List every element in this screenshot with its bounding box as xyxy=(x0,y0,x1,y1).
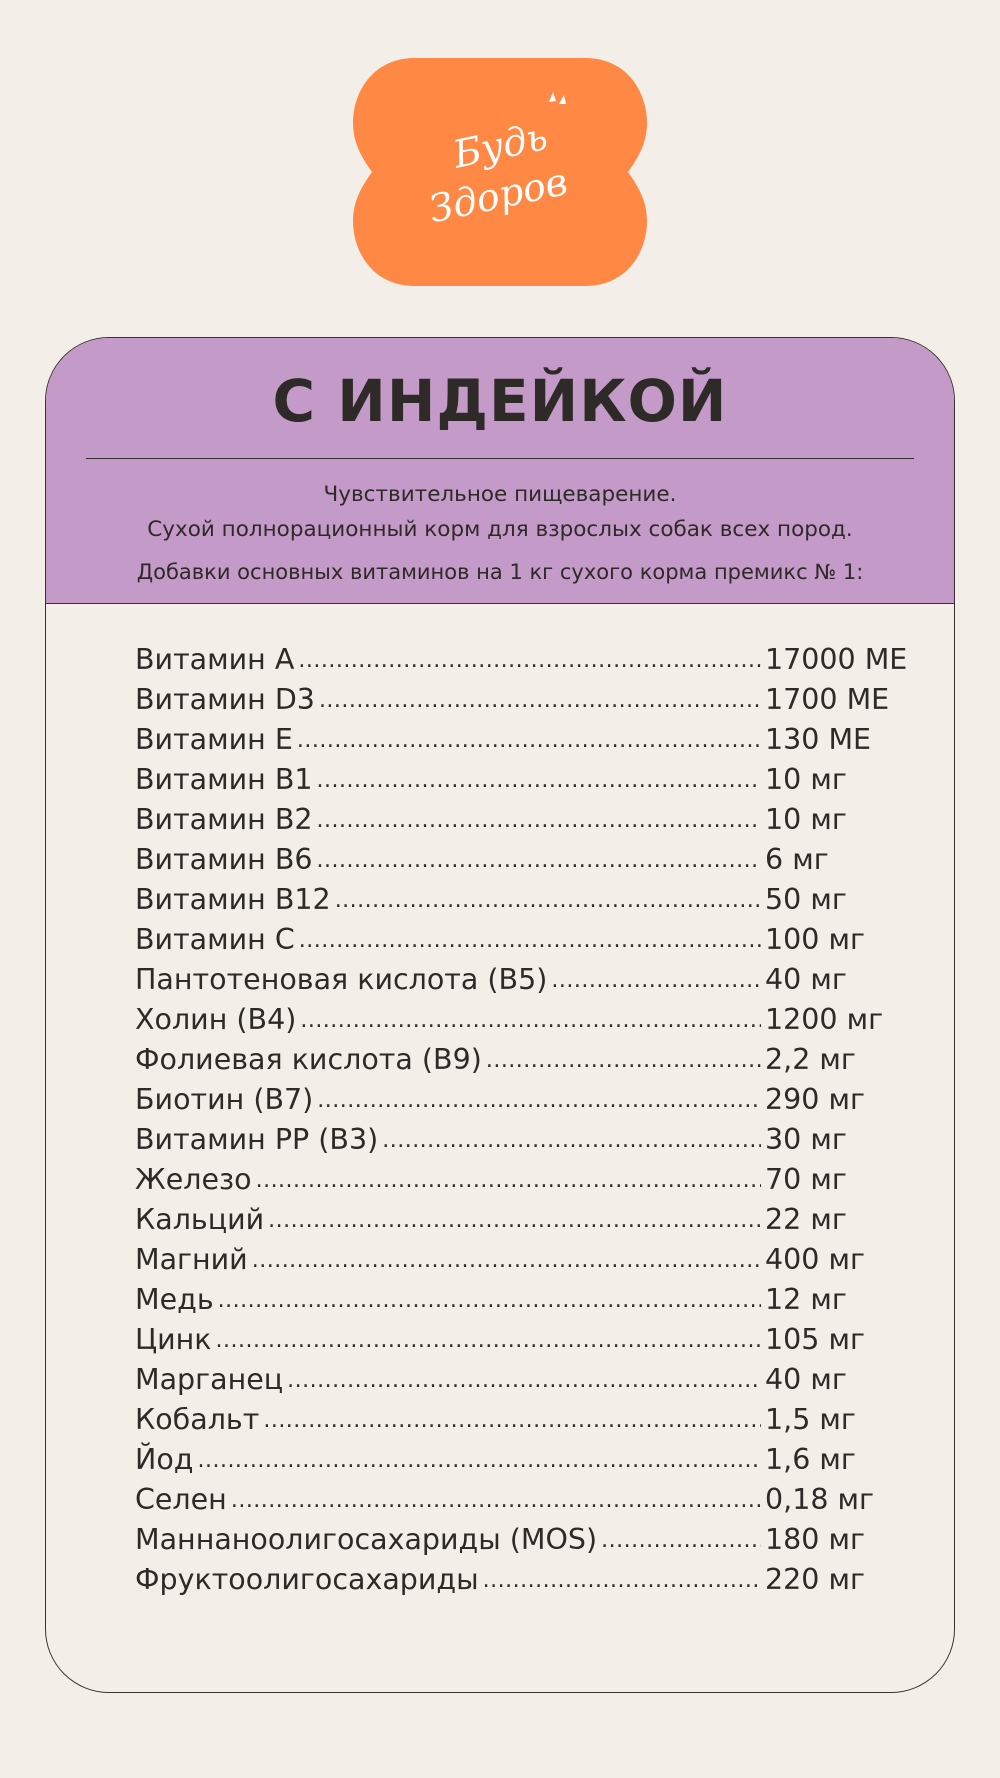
list-item xyxy=(135,1243,915,1283)
leader-dots xyxy=(287,1368,761,1393)
item-value: 220 мг xyxy=(765,1563,865,1596)
item-value: 70 мг xyxy=(765,1163,847,1196)
item-name: Железо xyxy=(135,1163,252,1196)
leader-dots xyxy=(197,1448,761,1473)
item-value: 1200 мг xyxy=(765,1003,884,1036)
list-item xyxy=(135,1563,915,1603)
item-name: Кальций xyxy=(135,1203,265,1236)
logo-text-line2: Здоров xyxy=(425,159,572,232)
item-name: Марганец xyxy=(135,1363,284,1396)
item-value: 1,6 мг xyxy=(765,1443,856,1476)
leader-dots xyxy=(317,1088,761,1113)
subtitle-line3: Добавки основных витаминов на 1 кг сухого корма премикс № 1: xyxy=(136,560,864,584)
nutrition-card xyxy=(45,337,955,1693)
item-value: 50 мг xyxy=(765,883,847,916)
list-item xyxy=(135,723,915,763)
card-header xyxy=(46,338,954,604)
product-title: С ИНДЕЙКОЙ xyxy=(272,367,728,435)
item-name: Витамин Е xyxy=(135,723,293,756)
item-value: 290 мг xyxy=(765,1083,865,1116)
list-item xyxy=(135,1203,915,1243)
item-name: Витамин В12 xyxy=(135,883,331,916)
list-item xyxy=(135,923,915,963)
item-value: 6 мг xyxy=(765,843,829,876)
header-divider xyxy=(86,458,914,459)
leader-dots xyxy=(601,1528,761,1553)
leader-dots xyxy=(216,1328,762,1353)
item-value: 130 МЕ xyxy=(765,723,872,756)
item-name: Пантотеновая кислота (В5) xyxy=(135,963,548,996)
item-value: 40 мг xyxy=(765,963,847,996)
item-value: 400 мг xyxy=(765,1243,865,1276)
item-name: Селен xyxy=(135,1483,227,1516)
list-item xyxy=(135,843,915,883)
leader-dots xyxy=(486,1048,761,1073)
item-name: Кобальт xyxy=(135,1403,260,1436)
item-name: Витамин В1 xyxy=(135,763,313,796)
leader-dots xyxy=(299,928,761,953)
item-name: Магний xyxy=(135,1243,248,1276)
vitamin-list xyxy=(135,643,915,1603)
item-name: Витамин D3 xyxy=(135,683,315,716)
list-item xyxy=(135,643,915,683)
item-value: 105 мг xyxy=(765,1323,865,1356)
leader-dots xyxy=(256,1168,761,1193)
list-item xyxy=(135,1283,915,1323)
leader-dots xyxy=(317,808,761,833)
item-value: 10 мг xyxy=(765,803,847,836)
item-value: 100 мг xyxy=(765,923,865,956)
leader-dots xyxy=(268,1208,761,1233)
item-name: Витамин А xyxy=(135,643,295,676)
list-item xyxy=(135,1163,915,1203)
list-item xyxy=(135,1523,915,1563)
leader-dots xyxy=(252,1248,761,1273)
list-item xyxy=(135,1123,915,1163)
item-value: 1,5 мг xyxy=(765,1403,856,1436)
item-value: 180 мг xyxy=(765,1523,865,1556)
leader-dots xyxy=(382,1128,761,1153)
item-value: 22 мг xyxy=(765,1203,847,1236)
leader-dots xyxy=(335,888,761,913)
list-item xyxy=(135,963,915,1003)
item-name: Медь xyxy=(135,1283,214,1316)
item-name: Цинк xyxy=(135,1323,212,1356)
list-item xyxy=(135,1443,915,1483)
item-value: 1700 МЕ xyxy=(765,683,890,716)
item-value: 30 мг xyxy=(765,1123,847,1156)
item-value: 2,2 мг xyxy=(765,1043,856,1076)
item-value: 40 мг xyxy=(765,1363,847,1396)
brand-logo xyxy=(353,58,647,286)
leader-dots xyxy=(300,1008,761,1033)
leader-dots xyxy=(319,688,761,713)
item-name: Биотин (В7) xyxy=(135,1083,314,1116)
list-item xyxy=(135,1083,915,1123)
list-item xyxy=(135,1043,915,1083)
leader-dots xyxy=(263,1408,761,1433)
subtitle-line2: Сухой полнорационный корм для взрослых собак всех пород. xyxy=(147,517,853,542)
list-item xyxy=(135,1323,915,1363)
item-name: Витамин РР (В3) xyxy=(135,1123,379,1156)
item-name: Фруктоолигосахариды xyxy=(135,1563,479,1596)
list-item xyxy=(135,1363,915,1403)
leader-dots xyxy=(218,1288,761,1313)
leader-dots xyxy=(317,768,761,793)
subtitle-line1: Чувствительное пищеварение. xyxy=(323,482,677,507)
item-name: Фолиевая кислота (В9) xyxy=(135,1043,482,1076)
logo-text-line1: Будь xyxy=(449,113,552,177)
item-value: 12 мг xyxy=(765,1283,847,1316)
list-item xyxy=(135,1483,915,1523)
item-name: Витамин В2 xyxy=(135,803,313,836)
item-value: 0,18 мг xyxy=(765,1483,874,1516)
item-value: 17000 МЕ xyxy=(765,643,908,676)
item-name: Витамин С xyxy=(135,923,295,956)
leader-dots xyxy=(298,648,761,673)
list-item xyxy=(135,803,915,843)
leader-dots xyxy=(551,968,761,993)
list-item xyxy=(135,763,915,803)
list-item xyxy=(135,1003,915,1043)
item-name: Йод xyxy=(135,1443,194,1476)
item-name: Витамин В6 xyxy=(135,843,313,876)
list-item xyxy=(135,1403,915,1443)
list-item xyxy=(135,883,915,923)
item-name: Холин (В4) xyxy=(135,1003,297,1036)
leader-dots xyxy=(231,1488,761,1513)
leader-dots xyxy=(317,848,761,873)
leader-dots xyxy=(297,728,761,753)
item-value: 10 мг xyxy=(765,763,847,796)
item-name: Маннаноолигосахариды (MOS) xyxy=(135,1523,598,1556)
leader-dots xyxy=(483,1568,761,1593)
list-item xyxy=(135,683,915,723)
